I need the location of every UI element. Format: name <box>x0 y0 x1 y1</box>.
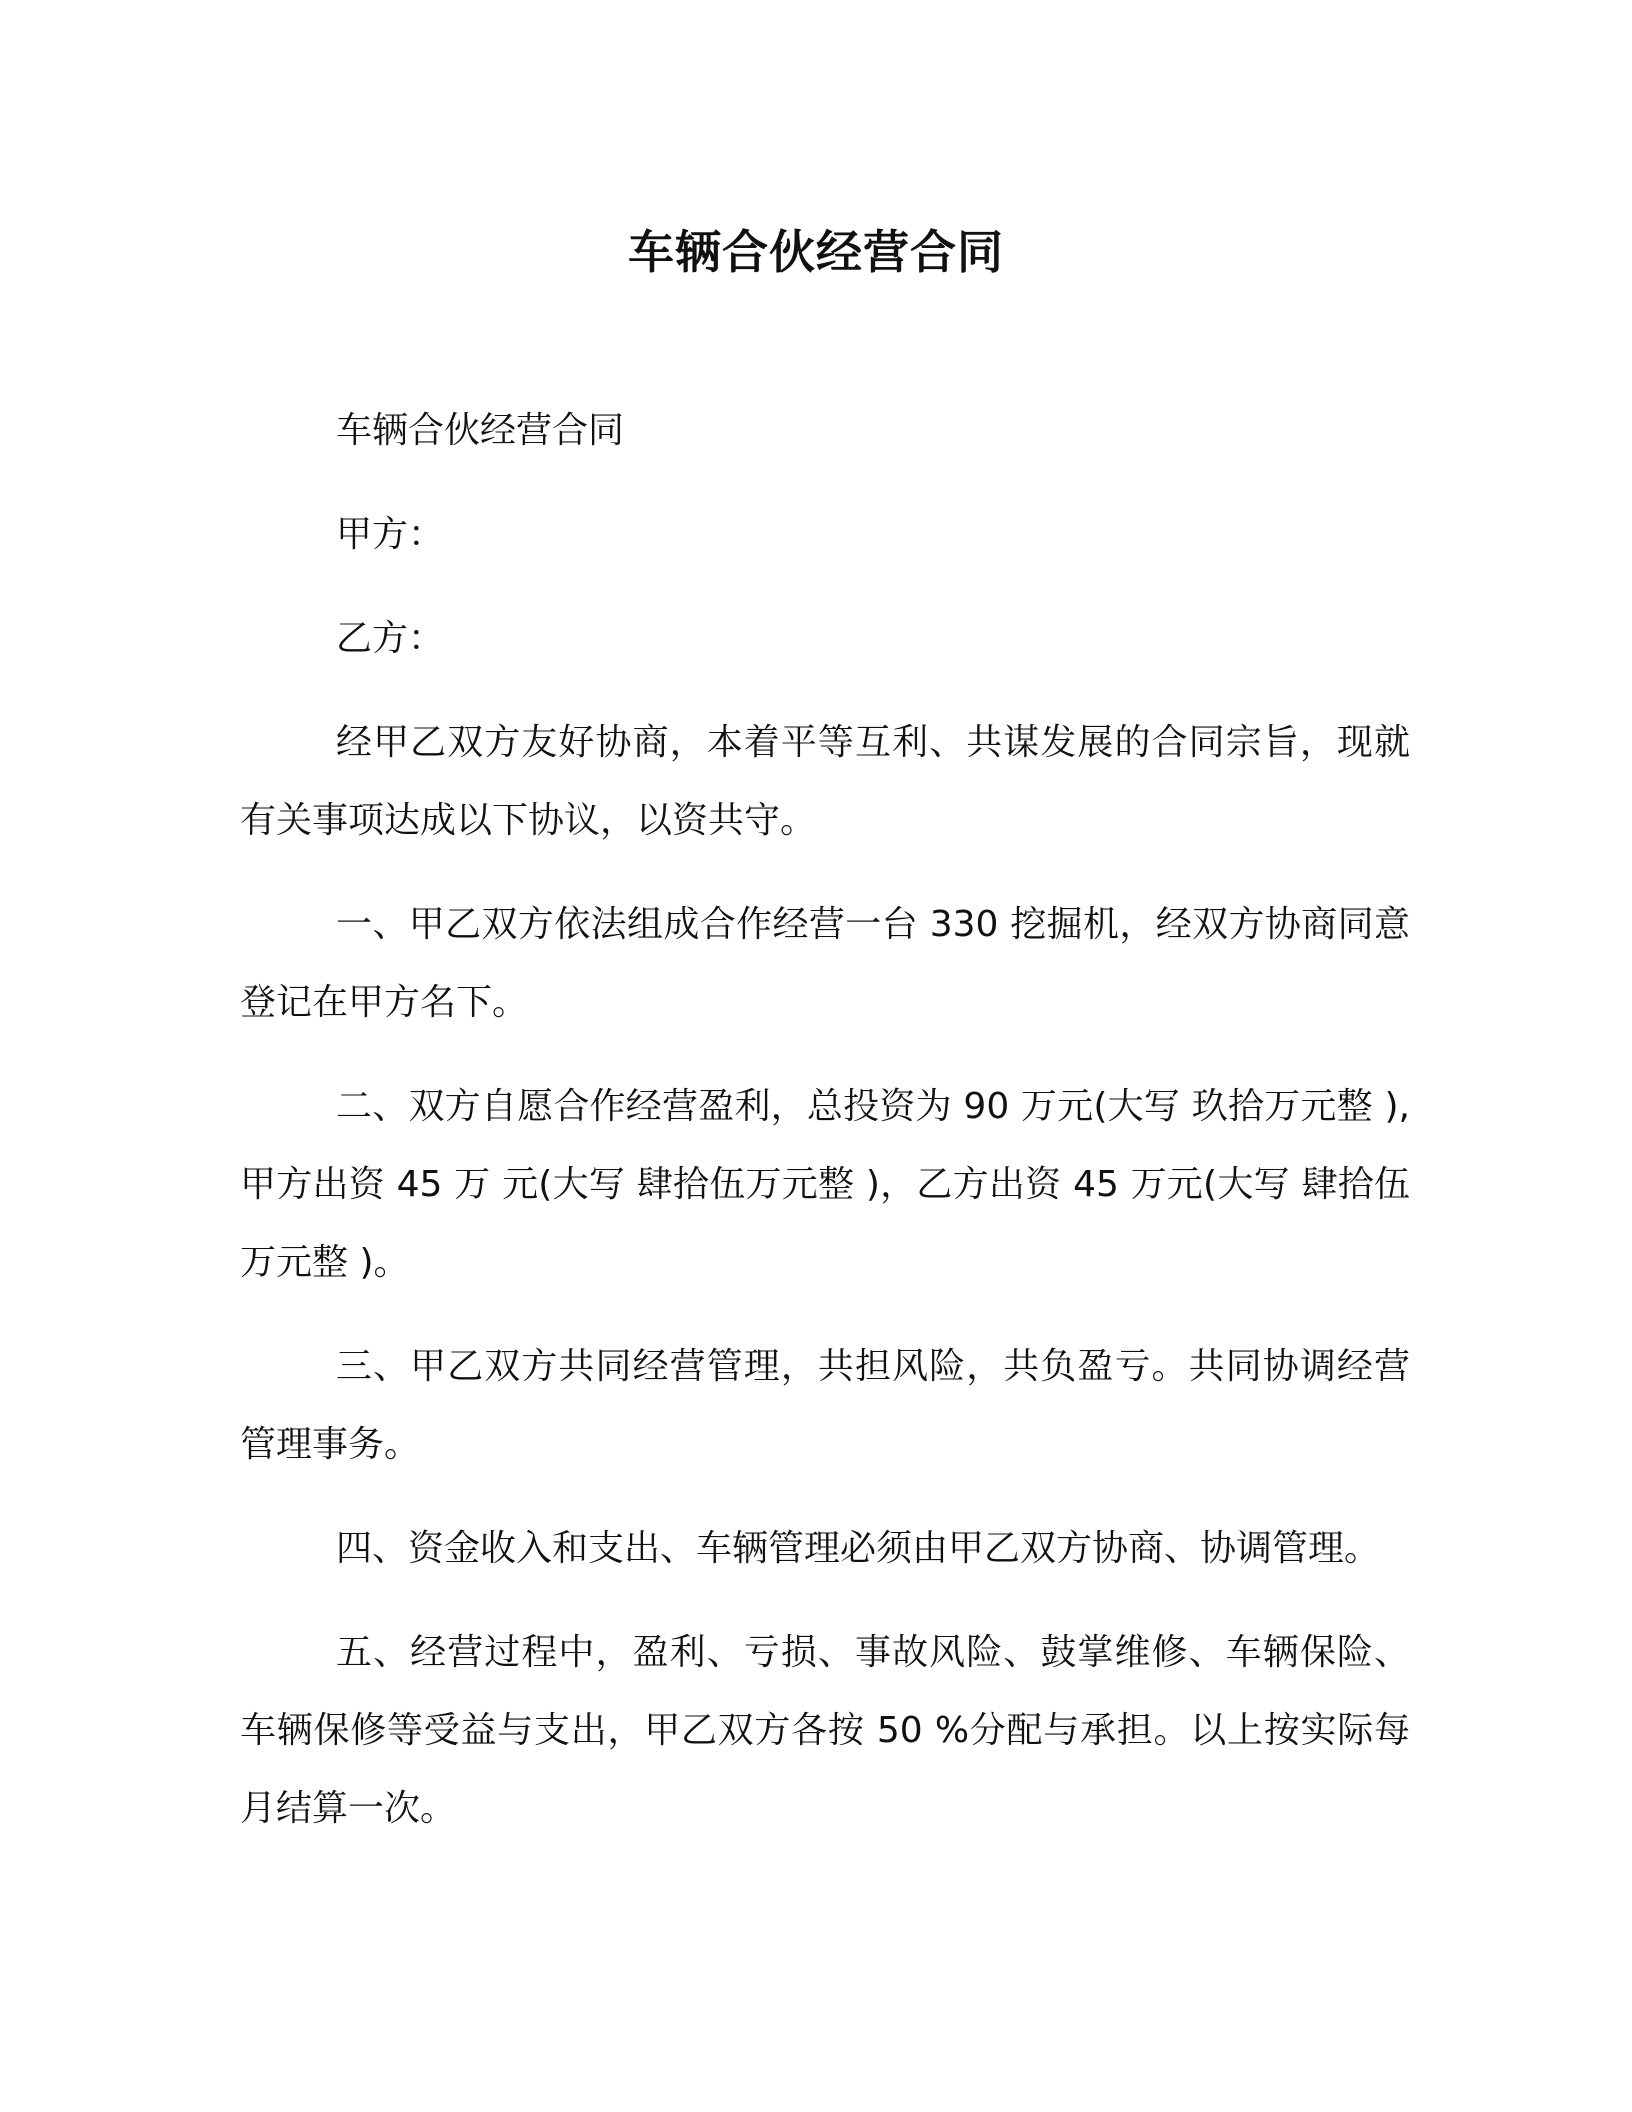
preamble-paragraph: 经甲乙双方友好协商，本着平等互利、共谋发展的合同宗旨，现就有关事项达成以下协议，以资共守。 <box>240 722 1410 841</box>
document-title: 车辆合伙经营合同 <box>628 225 1004 279</box>
clause-3-paragraph: 三、甲乙双方共同经营管理，共担风险，共负盈亏。共同协调经营管理事务。 <box>240 1346 1410 1465</box>
clause-1-paragraph: 一、甲乙双方依法组成合作经营一台 330 挖掘机，经双方协商同意登记在甲方名下。 <box>240 904 1410 1023</box>
clause-4-paragraph: 四、资金收入和支出、车辆管理必须由甲乙双方协商、协调管理。 <box>336 1528 1381 1569</box>
clause-2-paragraph: 二、双方自愿合作经营盈利，总投资为 90 万元(大写 玖拾万元整 ),甲方出资 45 万 元(大写 肆拾伍万元整 )，乙方出资 45 万元(大写 肆拾伍万元整 )。 <box>240 1086 1410 1283</box>
clause-5-paragraph: 五、经营过程中，盈利、亏损、事故风险、鼓掌维修、车辆保险、车辆保修等受益与支出，甲乙双方各按 50 %分配与承担。以上按实际每月结算一次。 <box>240 1632 1410 1829</box>
party-b-line: 乙方： <box>336 618 445 659</box>
party-a-line: 甲方： <box>336 514 445 555</box>
subtitle-paragraph: 车辆合伙经营合同 <box>336 410 625 451</box>
document-body <box>240 392 1410 1874</box>
